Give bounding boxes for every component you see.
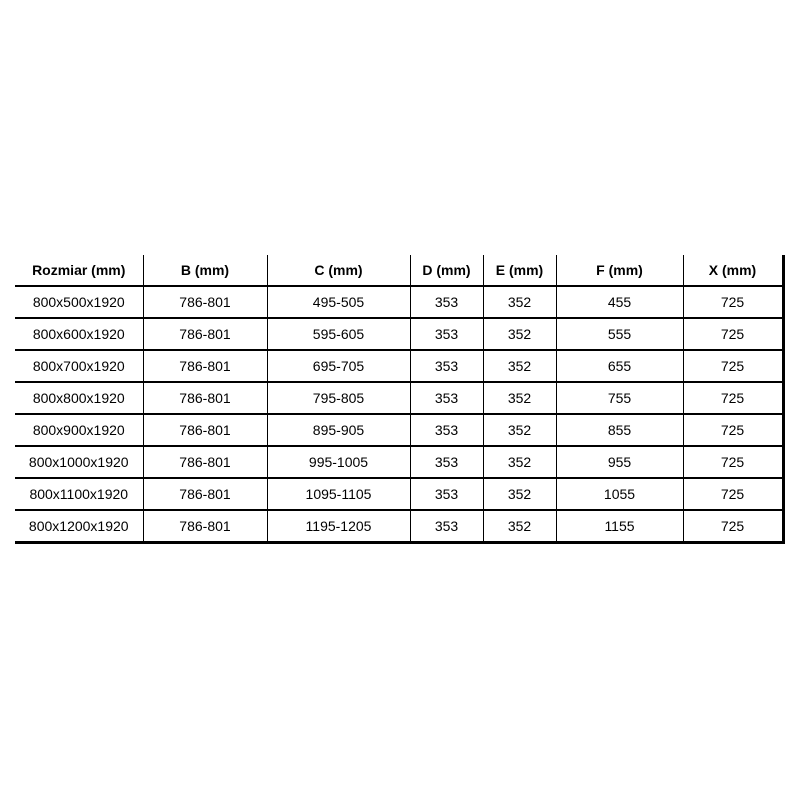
table-row: [15, 318, 783, 350]
table-cell: 352: [483, 446, 556, 478]
table-cell: 786-801: [143, 414, 267, 446]
table-cell: 353: [410, 478, 483, 510]
table-cell: 353: [410, 382, 483, 414]
column-header-x: X (mm): [683, 255, 783, 286]
table-cell: 786-801: [143, 286, 267, 318]
table-cell: 795-805: [267, 382, 410, 414]
table-cell: 725: [683, 510, 783, 543]
table-row: [15, 446, 783, 478]
table-cell: 725: [683, 382, 783, 414]
size-specification-table: [15, 255, 785, 544]
table-cell: 495-505: [267, 286, 410, 318]
table-row: [15, 382, 783, 414]
table-cell: 800x500x1920: [15, 286, 143, 318]
table-cell: 800x800x1920: [15, 382, 143, 414]
table-row: [15, 286, 783, 318]
table-cell: 353: [410, 318, 483, 350]
table-row: [15, 510, 783, 543]
table-cell: 800x700x1920: [15, 350, 143, 382]
table-cell: 352: [483, 350, 556, 382]
table-cell: 353: [410, 510, 483, 543]
table-cell: 725: [683, 446, 783, 478]
header-row: [15, 255, 783, 286]
table-cell: 655: [556, 350, 683, 382]
column-header-rozmiar: Rozmiar (mm): [15, 255, 143, 286]
column-header-f: F (mm): [556, 255, 683, 286]
table-cell: 725: [683, 350, 783, 382]
table-cell: 800x1100x1920: [15, 478, 143, 510]
table-cell: 352: [483, 318, 556, 350]
table-cell: 955: [556, 446, 683, 478]
table-cell: 725: [683, 318, 783, 350]
column-header-d: D (mm): [410, 255, 483, 286]
table-cell: 786-801: [143, 510, 267, 543]
column-header-c: C (mm): [267, 255, 410, 286]
table-cell: 995-1005: [267, 446, 410, 478]
table-cell: 352: [483, 382, 556, 414]
table-cell: 855: [556, 414, 683, 446]
table-cell: 800x1200x1920: [15, 510, 143, 543]
table-cell: 800x600x1920: [15, 318, 143, 350]
table-cell: 353: [410, 446, 483, 478]
table-cell: 595-605: [267, 318, 410, 350]
table-cell: 1095-1105: [267, 478, 410, 510]
table-cell: 725: [683, 286, 783, 318]
column-header-e: E (mm): [483, 255, 556, 286]
table-body: [15, 286, 783, 543]
table-cell: 725: [683, 414, 783, 446]
column-header-b: B (mm): [143, 255, 267, 286]
table-cell: 353: [410, 350, 483, 382]
table-cell: 786-801: [143, 478, 267, 510]
table-cell: 725: [683, 478, 783, 510]
table-cell: 755: [556, 382, 683, 414]
table-cell: 352: [483, 414, 556, 446]
table-cell: 353: [410, 286, 483, 318]
table-cell: 786-801: [143, 382, 267, 414]
table-row: [15, 414, 783, 446]
table-cell: 1155: [556, 510, 683, 543]
table-cell: 800x1000x1920: [15, 446, 143, 478]
table-cell: 895-905: [267, 414, 410, 446]
table-cell: 352: [483, 286, 556, 318]
table-cell: 352: [483, 510, 556, 543]
table-cell: 1195-1205: [267, 510, 410, 543]
table-cell: 352: [483, 478, 556, 510]
table-cell: 786-801: [143, 318, 267, 350]
table-cell: 800x900x1920: [15, 414, 143, 446]
table-cell: 1055: [556, 478, 683, 510]
table-cell: 786-801: [143, 446, 267, 478]
table-cell: 695-705: [267, 350, 410, 382]
table-row: [15, 350, 783, 382]
table-header: [15, 255, 783, 286]
table-row: [15, 478, 783, 510]
table-cell: 555: [556, 318, 683, 350]
table-cell: 455: [556, 286, 683, 318]
table-cell: 786-801: [143, 350, 267, 382]
table-cell: 353: [410, 414, 483, 446]
